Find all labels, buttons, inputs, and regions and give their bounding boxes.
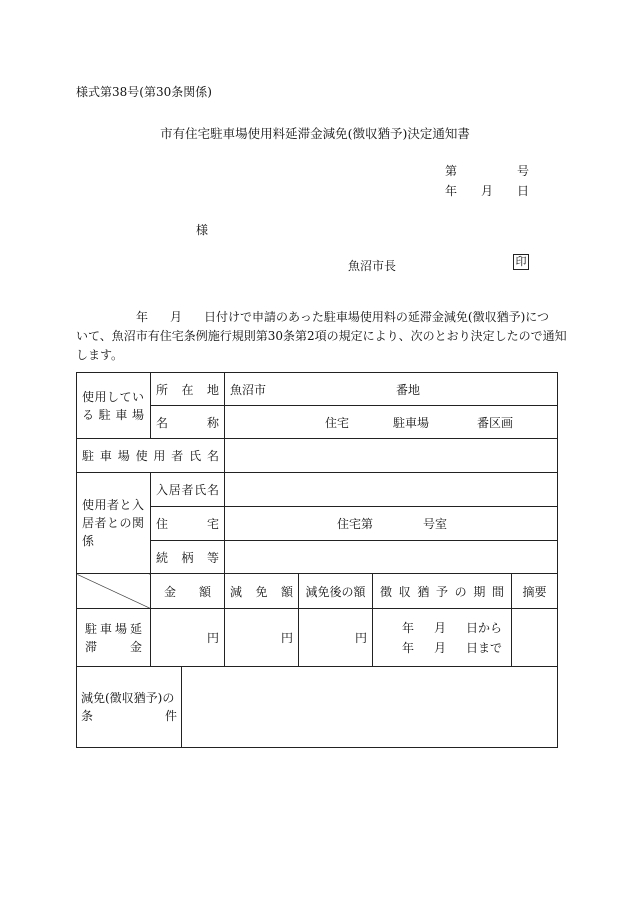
reduction-value[interactable] [225, 609, 299, 667]
form-number: 様式第38号(第30条関係) [76, 85, 212, 99]
amount-value[interactable] [151, 609, 225, 667]
late-fee-label: 駐車場延滞金 [77, 609, 151, 667]
document-number [445, 162, 529, 179]
remarks-value[interactable] [512, 609, 558, 667]
residence-room: 号室 [423, 517, 448, 531]
residence-label: 住宅 [151, 507, 225, 541]
row-location [77, 373, 558, 406]
header-amount: 金額 [151, 574, 225, 609]
name-lot: 番区画 [477, 415, 514, 430]
reduction-yen: 円 [280, 631, 293, 645]
body-line-1-rest: 日付けで申請のあった駐車場使用料の延滞金減免(徴収猶予)につ [204, 310, 550, 324]
issue-date [445, 182, 529, 199]
issue-date-year: 年 [445, 184, 458, 198]
name-parking: 駐車場 [393, 415, 430, 430]
issue-date-day: 日 [516, 184, 529, 198]
issue-date-month: 月 [480, 184, 493, 198]
header-remarks: 摘要 [512, 574, 558, 609]
row-user-name [77, 439, 558, 473]
user-name-value[interactable] [225, 439, 558, 473]
conditions-label-1: 減免(徴収猶予)の [81, 691, 175, 705]
document-title: 市有住宅駐車場使用料延滞金減免(徴収猶予)決定通知書 [160, 126, 470, 141]
residence-value[interactable] [225, 507, 558, 541]
deferral-period-value[interactable] [373, 609, 512, 667]
body-year: 年 [136, 310, 149, 324]
resident-name-value[interactable] [225, 473, 558, 507]
name-value[interactable] [225, 406, 558, 439]
location-banchi: 番地 [396, 382, 421, 397]
conditions-label [77, 667, 182, 747]
name-label: 名称 [151, 406, 225, 439]
row-headers [77, 574, 558, 609]
header-reduction-amount: 減免額 [225, 574, 299, 609]
doc-number-suffix: 号 [516, 164, 529, 178]
residence-housing-no: 住宅第 [337, 517, 374, 531]
row-resident-name [77, 473, 558, 507]
relation-label: 使用者と入居者との関係 [77, 473, 151, 574]
location-city: 魚沼市 [230, 382, 267, 397]
header-after-reduction: 減免後の額 [299, 574, 373, 609]
location-label: 所在地 [151, 373, 225, 406]
diagonal-header-cell [77, 574, 151, 609]
body-line-1 [76, 308, 556, 327]
body-line-2: いて、魚沼市有住宅条例施行規則第30条第2項の規定により、次のとおり決定したので通知 [76, 329, 567, 343]
addressee-suffix: 様 [196, 223, 209, 237]
relationship-value[interactable] [225, 541, 558, 574]
body-month: 月 [170, 310, 183, 324]
period-to: 年 月 日まで [402, 640, 502, 655]
after-reduction-value[interactable] [299, 609, 373, 667]
seal-stamp: 印 [513, 254, 529, 270]
body-line-3: します。 [76, 348, 124, 362]
period-from: 年 月 日から [402, 620, 502, 635]
row-late-fee [77, 609, 558, 667]
row-conditions [77, 667, 558, 748]
user-name-label: 駐車場使用者氏名 [77, 439, 225, 473]
name-housing: 住宅 [325, 415, 350, 430]
issuer: 魚沼市長 [348, 259, 397, 273]
amount-yen: 円 [206, 631, 219, 645]
decision-table [76, 372, 558, 748]
conditions-value[interactable] [182, 667, 557, 747]
resident-name-label: 入居者氏名 [151, 473, 225, 507]
relationship-label: 続柄等 [151, 541, 225, 574]
doc-number-prefix: 第 [445, 164, 458, 178]
conditions-label-2: 条 件 [81, 709, 177, 723]
header-deferral-period: 徴収猶予の期間 [373, 574, 512, 609]
notice-body [76, 308, 567, 365]
location-value[interactable] [225, 373, 558, 406]
used-parking-label: 使用している駐車場 [77, 373, 151, 439]
after-reduction-yen: 円 [354, 631, 367, 645]
